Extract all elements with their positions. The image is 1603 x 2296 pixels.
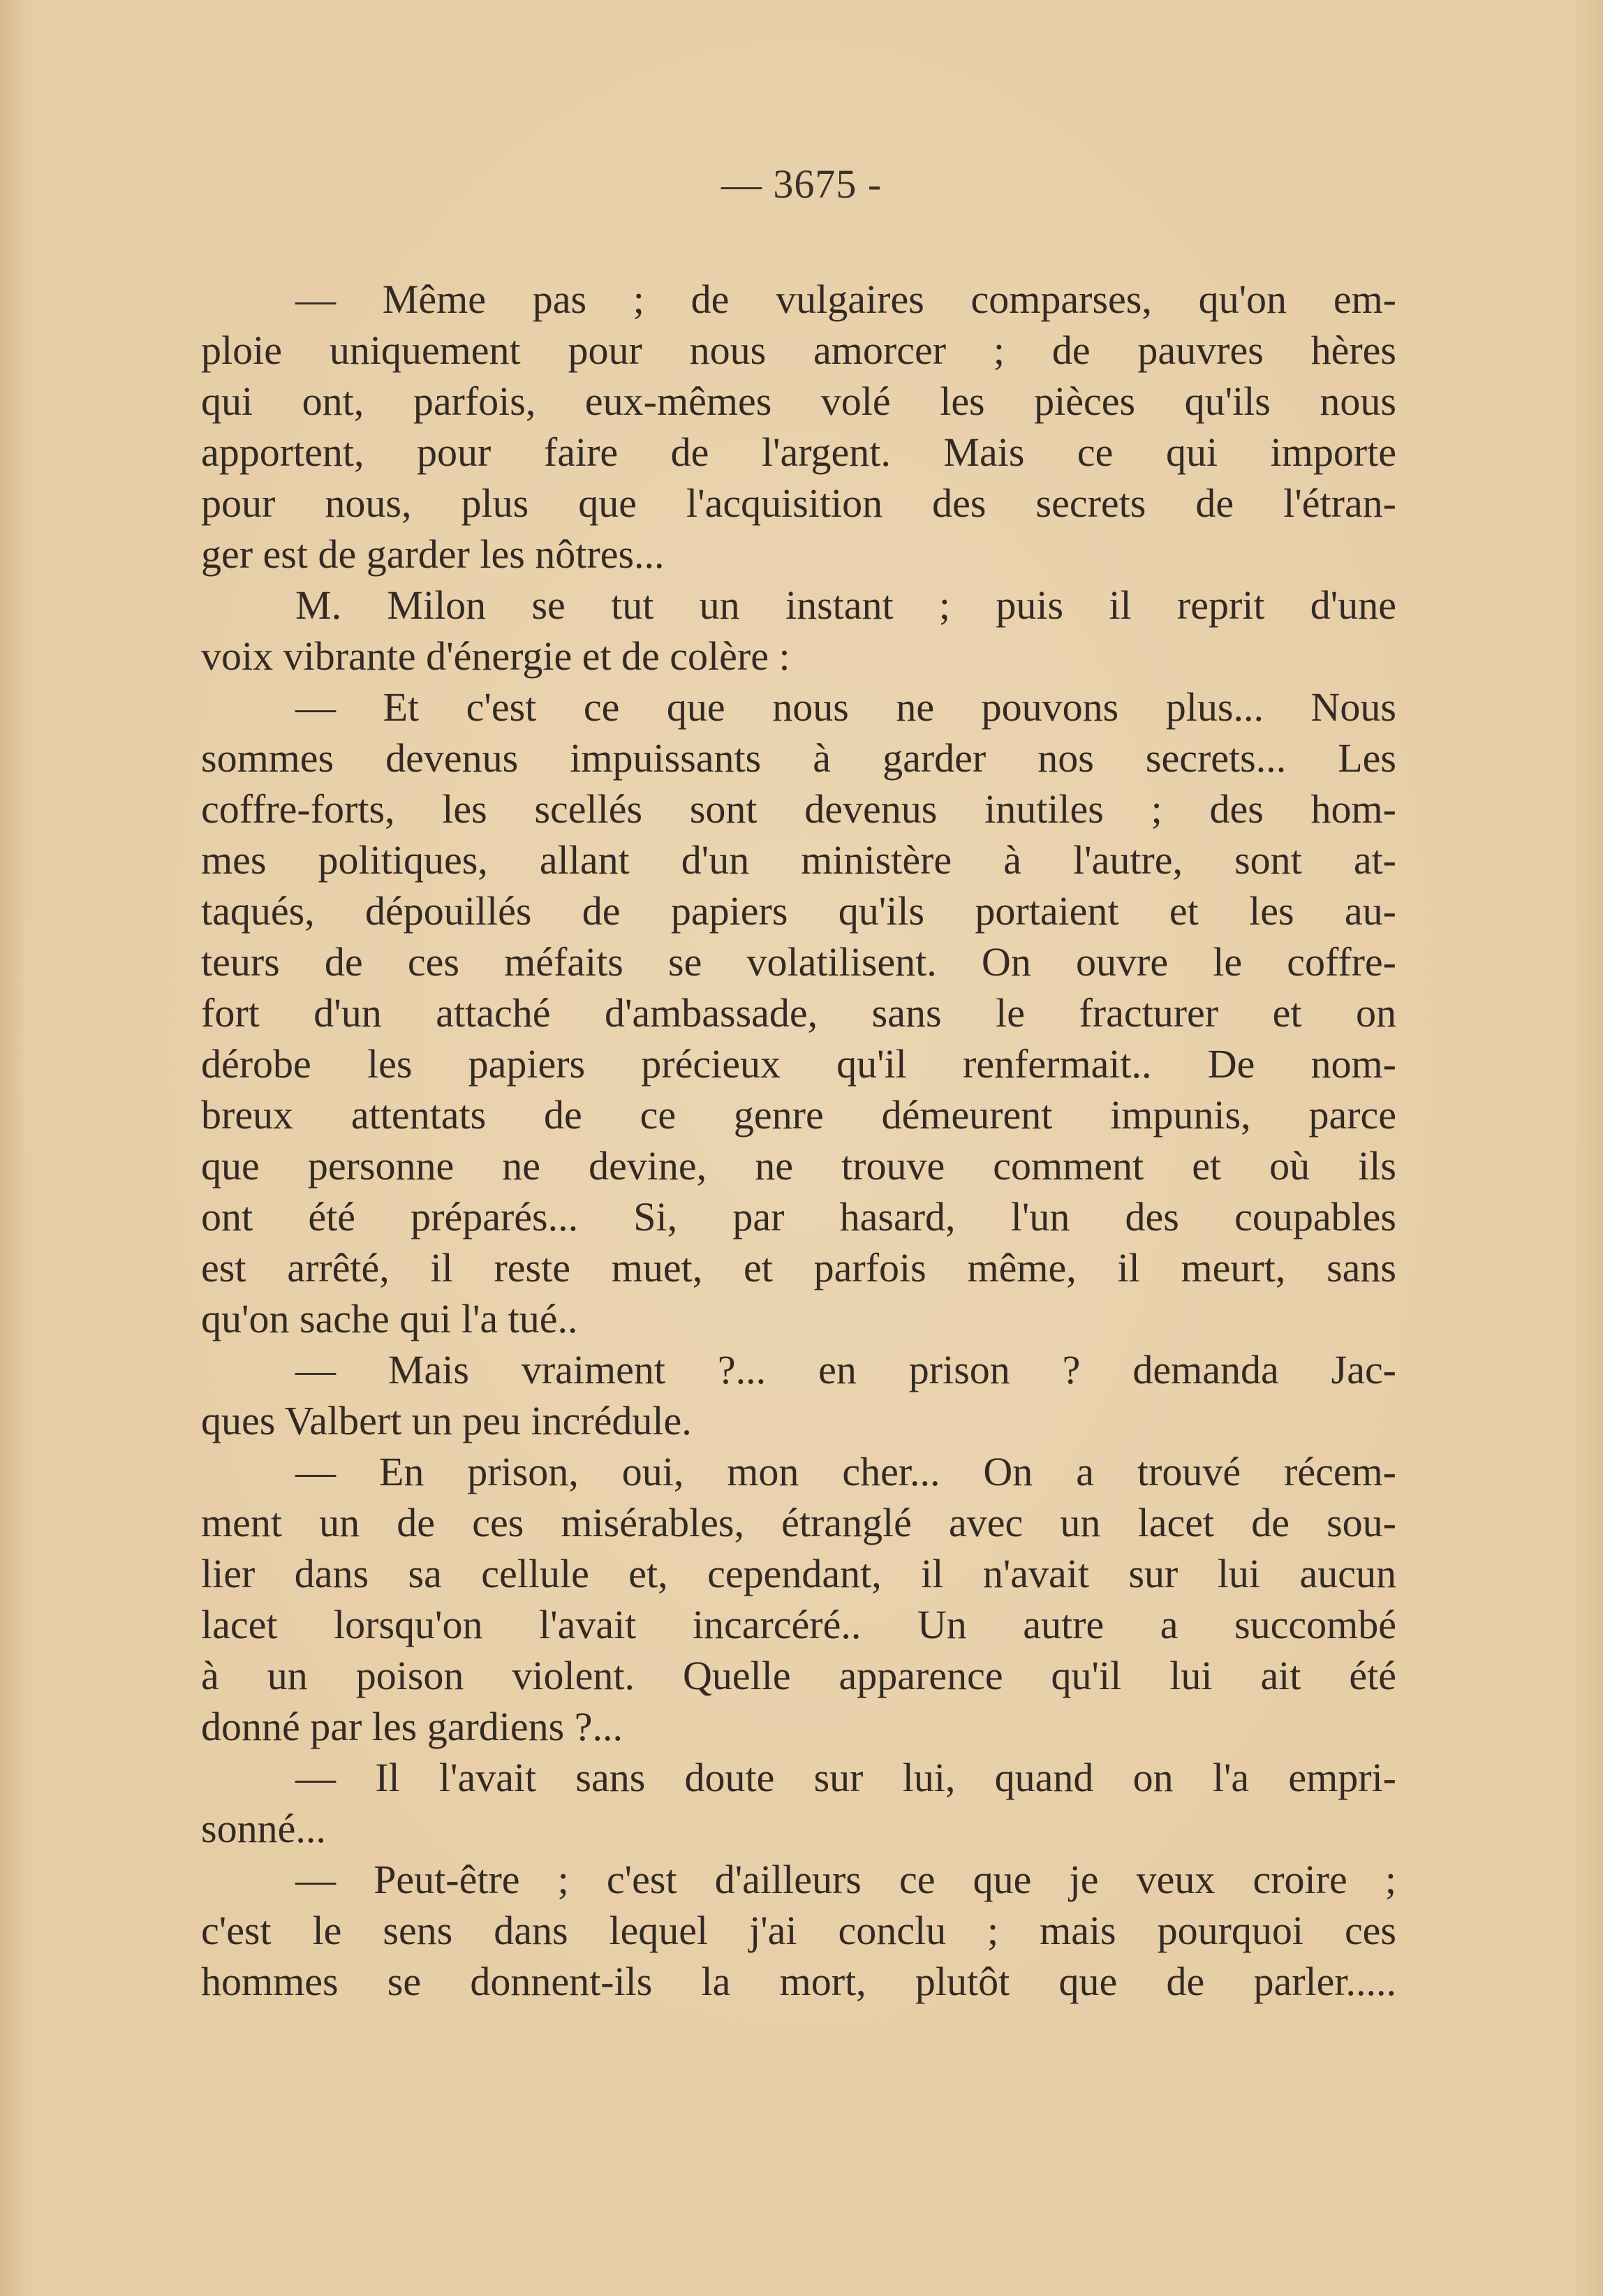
text-line: est arrêté, il reste muet, et parfois même, il meurt, sans — [201, 1245, 1396, 1290]
text-line: ploie uniquement pour nous amorcer ; de pauvres hères — [201, 328, 1396, 373]
text-line: lier dans sa cellule et, cependant, il n'avait sur lui aucun — [201, 1551, 1396, 1596]
text-line: — Peut-être ; c'est d'ailleurs ce que je veux croire ; — [295, 1857, 1396, 1902]
text-line: ques Valbert un peu incrédule. — [201, 1398, 692, 1443]
text-line: sommes devenus impuissants à garder nos secrets... Les — [201, 735, 1396, 781]
text-line: taqués, dépouillés de papiers qu'ils portaient et les au- — [201, 888, 1396, 934]
text-line: ont été préparés... Si, par hasard, l'un des coupables — [201, 1194, 1396, 1239]
text-line: — Il l'avait sans doute sur lui, quand on l'a empri- — [295, 1755, 1396, 1800]
text-line: sonné... — [201, 1806, 326, 1851]
text-line: teurs de ces méfaits se volatilisent. On ouvre le coffre- — [201, 939, 1396, 985]
body-text — [201, 274, 1396, 2007]
text-line: dérobe les papiers précieux qu'il renfermait.. De nom- — [201, 1041, 1396, 1087]
text-line: hommes se donnent-ils la mort, plutôt que de parler..... — [201, 1959, 1396, 2004]
text-line: qu'on sache qui l'a tué.. — [201, 1296, 578, 1341]
text-line: apportent, pour faire de l'argent. Mais ce qui importe — [201, 429, 1396, 475]
text-line: pour nous, plus que l'acquisition des secrets de l'étran- — [201, 480, 1396, 526]
page-number: — 3675 - — [721, 161, 882, 207]
text-line: ment un de ces misérables, étranglé avec un lacet de sou- — [201, 1500, 1396, 1545]
text-line: ger est de garder les nôtres... — [201, 531, 665, 577]
text-line: coffre-forts, les scellés sont devenus inutiles ; des hom- — [201, 786, 1396, 832]
text-line: — Même pas ; de vulgaires comparses, qu'on em- — [295, 277, 1396, 322]
text-line: fort d'un attaché d'ambassade, sans le fracturer et on — [201, 990, 1396, 1036]
text-line: voix vibrante d'énergie et de colère : — [201, 633, 790, 679]
text-line: M. Milon se tut un instant ; puis il reprit d'une — [295, 582, 1396, 628]
text-line: donné par les gardiens ?... — [201, 1704, 623, 1749]
text-line: lacet lorsqu'on l'avait incarcéré.. Un autre a succombé — [201, 1602, 1396, 1647]
text-line: breux attentats de ce genre démeurent impunis, parce — [201, 1092, 1396, 1138]
text-line: à un poison violent. Quelle apparence qu'il lui ait été — [201, 1653, 1396, 1698]
text-line: — Mais vraiment ?... en prison ? demanda Jac- — [295, 1347, 1396, 1392]
text-line: que personne ne devine, ne trouve comment et où ils — [201, 1143, 1396, 1189]
text-line: qui ont, parfois, eux-mêmes volé les pièces qu'ils nous — [201, 378, 1396, 424]
text-line: c'est le sens dans lequel j'ai conclu ; mais pourquoi ces — [201, 1908, 1396, 1953]
text-line: — Et c'est ce que nous ne pouvons plus... Nous — [295, 684, 1396, 730]
text-line: mes politiques, allant d'un ministère à l'autre, sont at- — [201, 837, 1396, 883]
text-line: — En prison, oui, mon cher... On a trouvé récem- — [295, 1449, 1396, 1494]
